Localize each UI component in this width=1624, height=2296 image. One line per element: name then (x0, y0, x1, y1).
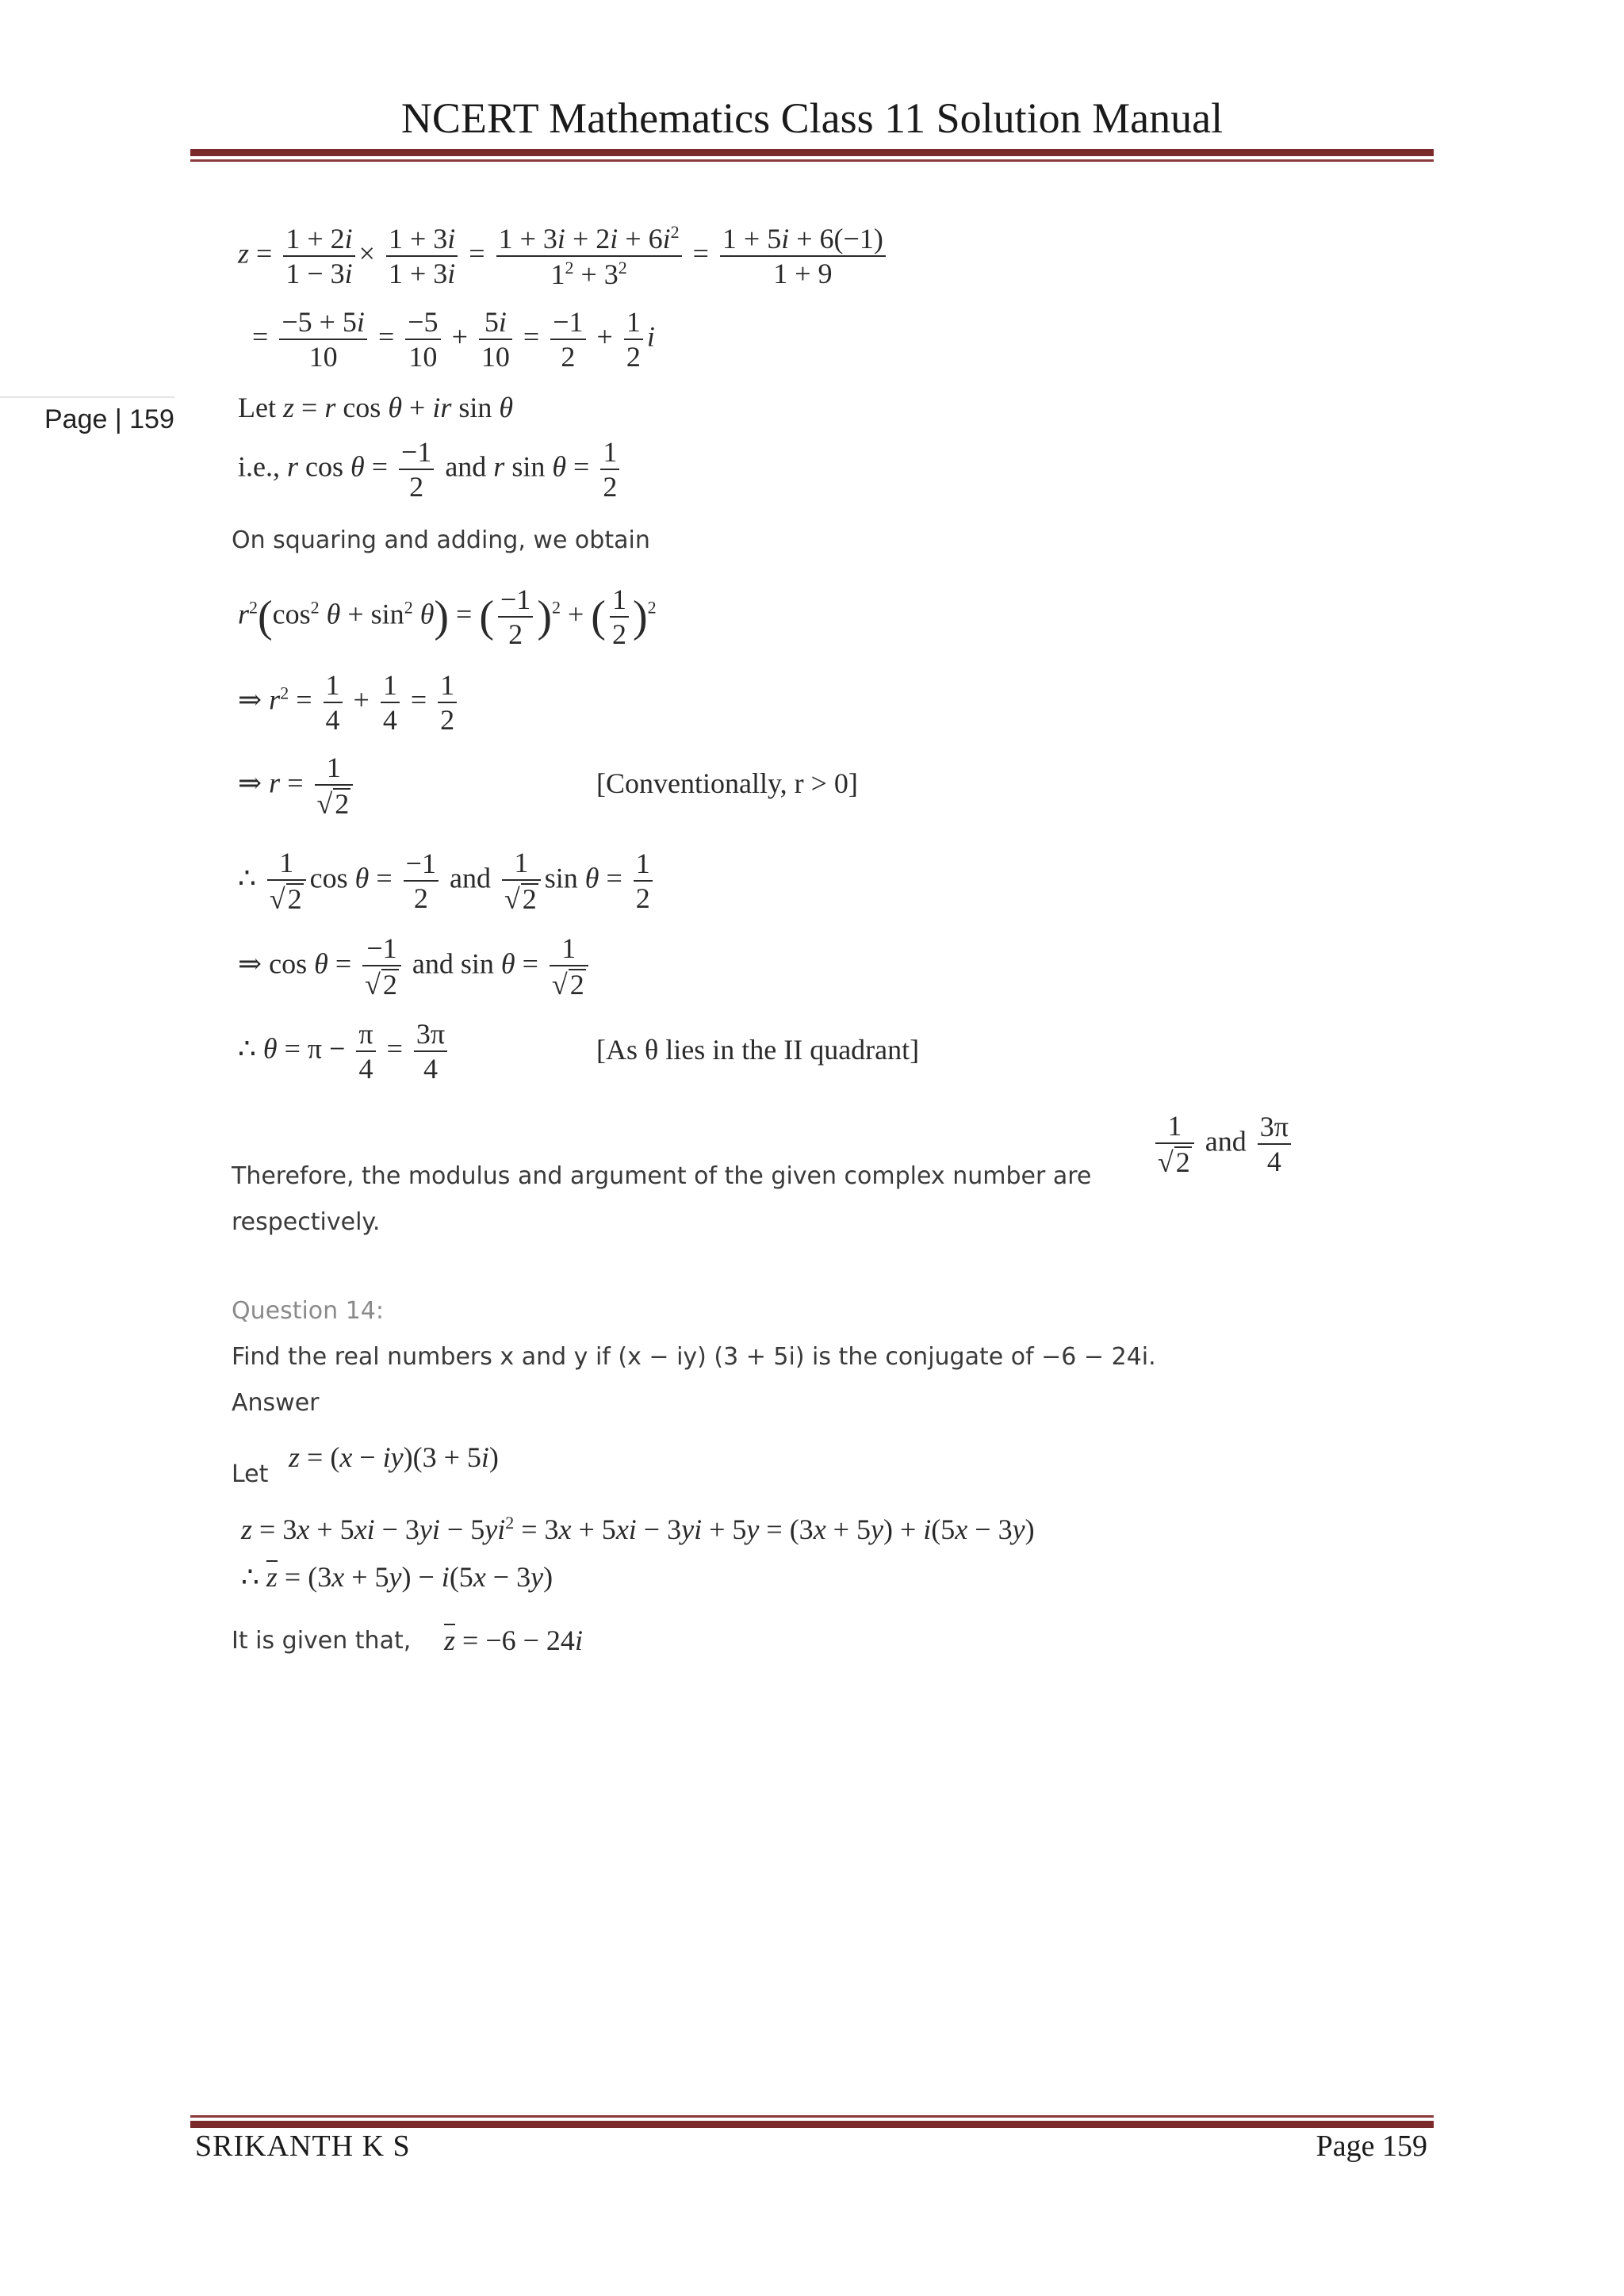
equation-let-z: z = (x − iy)(3 + 5i) (289, 1441, 499, 1473)
footer-rule-thin (190, 2115, 1434, 2118)
equation-cos-sin-values: ⇒ cos θ = $\frac{-1}{√2}$ and sin θ = $\frac{1}{√2}$ (238, 934, 592, 999)
respectively-text: respectively. (232, 1208, 381, 1236)
equation-theta-value: ∴ θ = π − $\frac{\pi}{4}$ = $\frac{3\pi}{4}$ (238, 1020, 451, 1083)
quadrant-note: [As θ lies in the II quadrant] (596, 1034, 920, 1066)
footer-author: SRIKANTH K S (195, 2130, 411, 2163)
given-text: It is given that, (232, 1627, 412, 1655)
page-header-title: NCERT Mathematics Class 11 Solution Manual (400, 94, 1224, 142)
equation-z-multiply: z = $\frac{1 + 2i}{1 - 3i}$ × $\frac{1 + 3i}{1 + 3i}$ = $\frac{1 + 3i + 2i + 6i^2}{1^2 + 3^2}$ = $\frac{1 + 5i + 6(-1)}{1 + 9}$ (238, 224, 890, 289)
question-text: Find the real numbers x and y if (x − iy) (3 + 5i) is the conjugate of −6 − 24i. (232, 1343, 1156, 1371)
equation-modulus-argument: $\frac{1}{√2}$ and $\frac{3\pi}{4}$ (1151, 1112, 1295, 1177)
conventionally-note: [Conventionally, r > 0] (596, 767, 858, 799)
question-label: Question 14: (232, 1297, 384, 1325)
equation-rcos-rsin: i.e., r cos θ = $\frac{-1}{2}$ and r sin θ = $\frac{1}{2}$ (238, 438, 623, 501)
equation-polar-form: Let z = r cos θ + ir sin θ (238, 392, 514, 423)
equation-z-conjugate: ∴ z = (3x + 5y) − i(5x − 3y) (241, 1561, 553, 1593)
equation-z-simplified: = $\frac{-5 + 5i}{10}$ = $\frac{-5}{10}$ + $\frac{5i}{10}$ = $\frac{-1}{2}$ + $\frac{1}{2}$ i (252, 306, 655, 373)
footer-rule-thick (190, 2121, 1434, 2128)
side-page-label: Page | 159 (44, 404, 174, 434)
let-label: Let (232, 1460, 269, 1488)
header-rule-thin (190, 159, 1434, 162)
header-rule-thick (190, 149, 1434, 156)
footer-page-number: Page 159 (1316, 2130, 1427, 2163)
answer-label: Answer (232, 1389, 320, 1417)
squaring-text: On squaring and adding, we obtain (232, 526, 650, 554)
equation-z-expanded: $z = 3x + 5xi - 3yi - 5yi^2 = 3x + 5xi - 3yi + 5y = (3x + 5y) + i(5x - 3y)$ (241, 1513, 1035, 1545)
equation-r-value: ⇒ r = $\frac{1}{√2}$ (238, 753, 357, 818)
side-marker-line (0, 396, 174, 398)
equation-r-squared-value: ⇒ $r^2$ = $\frac{1}{4}$ + $\frac{1}{4}$ = $\frac{1}{2}$ (238, 671, 461, 734)
equation-cos-sin-scaled: ∴ $\frac{1}{√2}$ cos θ = $\frac{-1}{2}$ and $\frac{1}{√2}$ sin θ = $\frac{1}{2}$ (238, 848, 657, 913)
therefore-text: Therefore, the modulus and argument of the given complex number are (232, 1162, 1092, 1190)
equation-r-squared-sum: $r^2(\cos^2$ $\theta + \sin^2 \theta$) = ( $\frac{-1}{2}$ )$^2$ + ( $\frac{1}{2}$ )$^2$ (238, 584, 657, 650)
equation-given-conjugate: z = −6 − 24i (444, 1624, 583, 1656)
